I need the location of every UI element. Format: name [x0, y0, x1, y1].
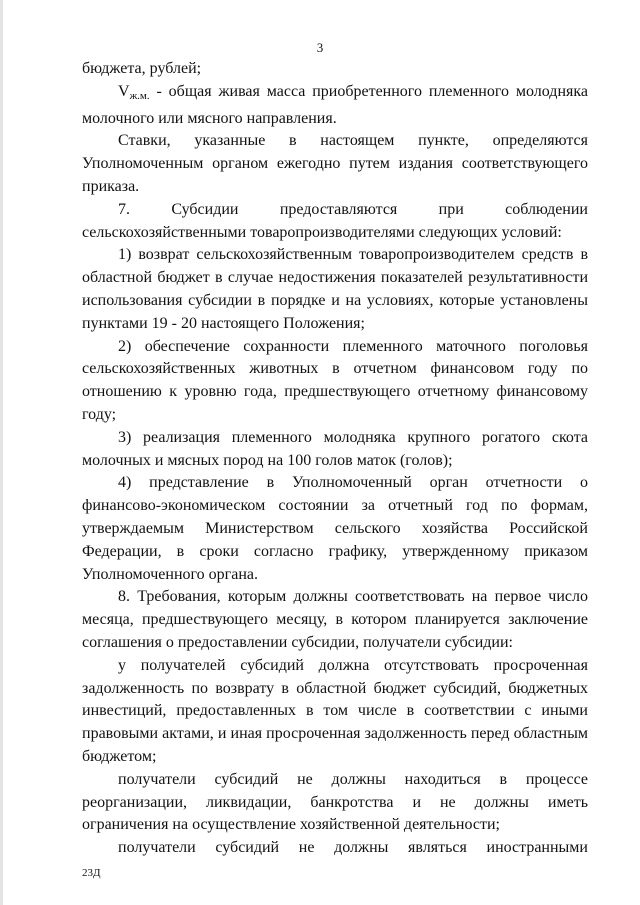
paragraph-condition-2: 2) обеспечение сохранности племенного маточного поголовья сельскохозяйственных животных в отчетном финансовом году по отношению к уровню года, предшествующего отчетному финансовому году;	[82, 337, 588, 423]
paragraph-clause-8: 8. Требования, которым должны соответствовать на первое число месяца, предшествующего месяцу, в котором планируется заключение соглашения о предоставлении субсидии, получатели субсидии:	[82, 588, 588, 651]
document-body	[82, 58, 588, 860]
paragraph-condition-1: 1) возврат сельскохозяйственным товаропроизводителем средств в областной бюджет в случае недостижения показателей результативности использования субсидии в порядке и на условиях, которые установлены пунктами 19 - 20 настоящего Положения;	[82, 246, 588, 332]
paragraph-rates: Ставки, указанные в настоящем пункте, определяются Уполномоченным органом ежегодно путем издания соответствующего приказа.	[82, 132, 588, 195]
variable-subscript: ж.м.	[129, 89, 150, 102]
paragraph-live-weight	[82, 81, 588, 131]
variable-description: - общая живая масса приобретенного племенного молодняка молочного или мясного направления.	[82, 82, 588, 127]
paragraph-condition-3: 3) реализация племенного молодняка крупного рогатого скота молочных и мясных пород на 100 голов маток (голов);	[82, 428, 588, 469]
paragraph-budget-rubles: бюджета, рублей;	[82, 60, 202, 77]
paragraph-clause-7: 7. Субсидии предоставляются при соблюдении сельскохозяйственными товаропроизводителями следующих условий:	[82, 200, 588, 241]
paragraph-requirement-foreign: получатели субсидий не должны являться иностранными	[118, 839, 588, 857]
page-number: 3	[316, 40, 324, 55]
footer-document-code: 23Д	[82, 867, 101, 879]
paragraph-requirement-reorganization: получатели субсидий не должны находиться в процессе реорганизации, ликвидации, банкротства и не должны иметь ограничения на осуществление хозяйственной деятельности;	[82, 770, 588, 834]
scan-edge	[0, 0, 3, 905]
paragraph-requirement-debt: у получателей субсидий должна отсутствовать просроченная задолженность по возврату в областной бюджет субсидий, бюджетных инвестиций, предоставленных в том числе в соответствии с иными правовыми актами, и иная просроченная задолженность перед областным бюджетом;	[82, 656, 588, 765]
paragraph-condition-4: 4) представление в Уполномоченный орган отчетности о финансово-экономическом состоянии за отчетный год по формам, утверждаемым Министерством сельского хозяйства Российской Федерации, в сроки согласно графику, утвержденному приказом Уполномоченного органа.	[82, 474, 588, 583]
variable-v: V	[118, 82, 130, 100]
